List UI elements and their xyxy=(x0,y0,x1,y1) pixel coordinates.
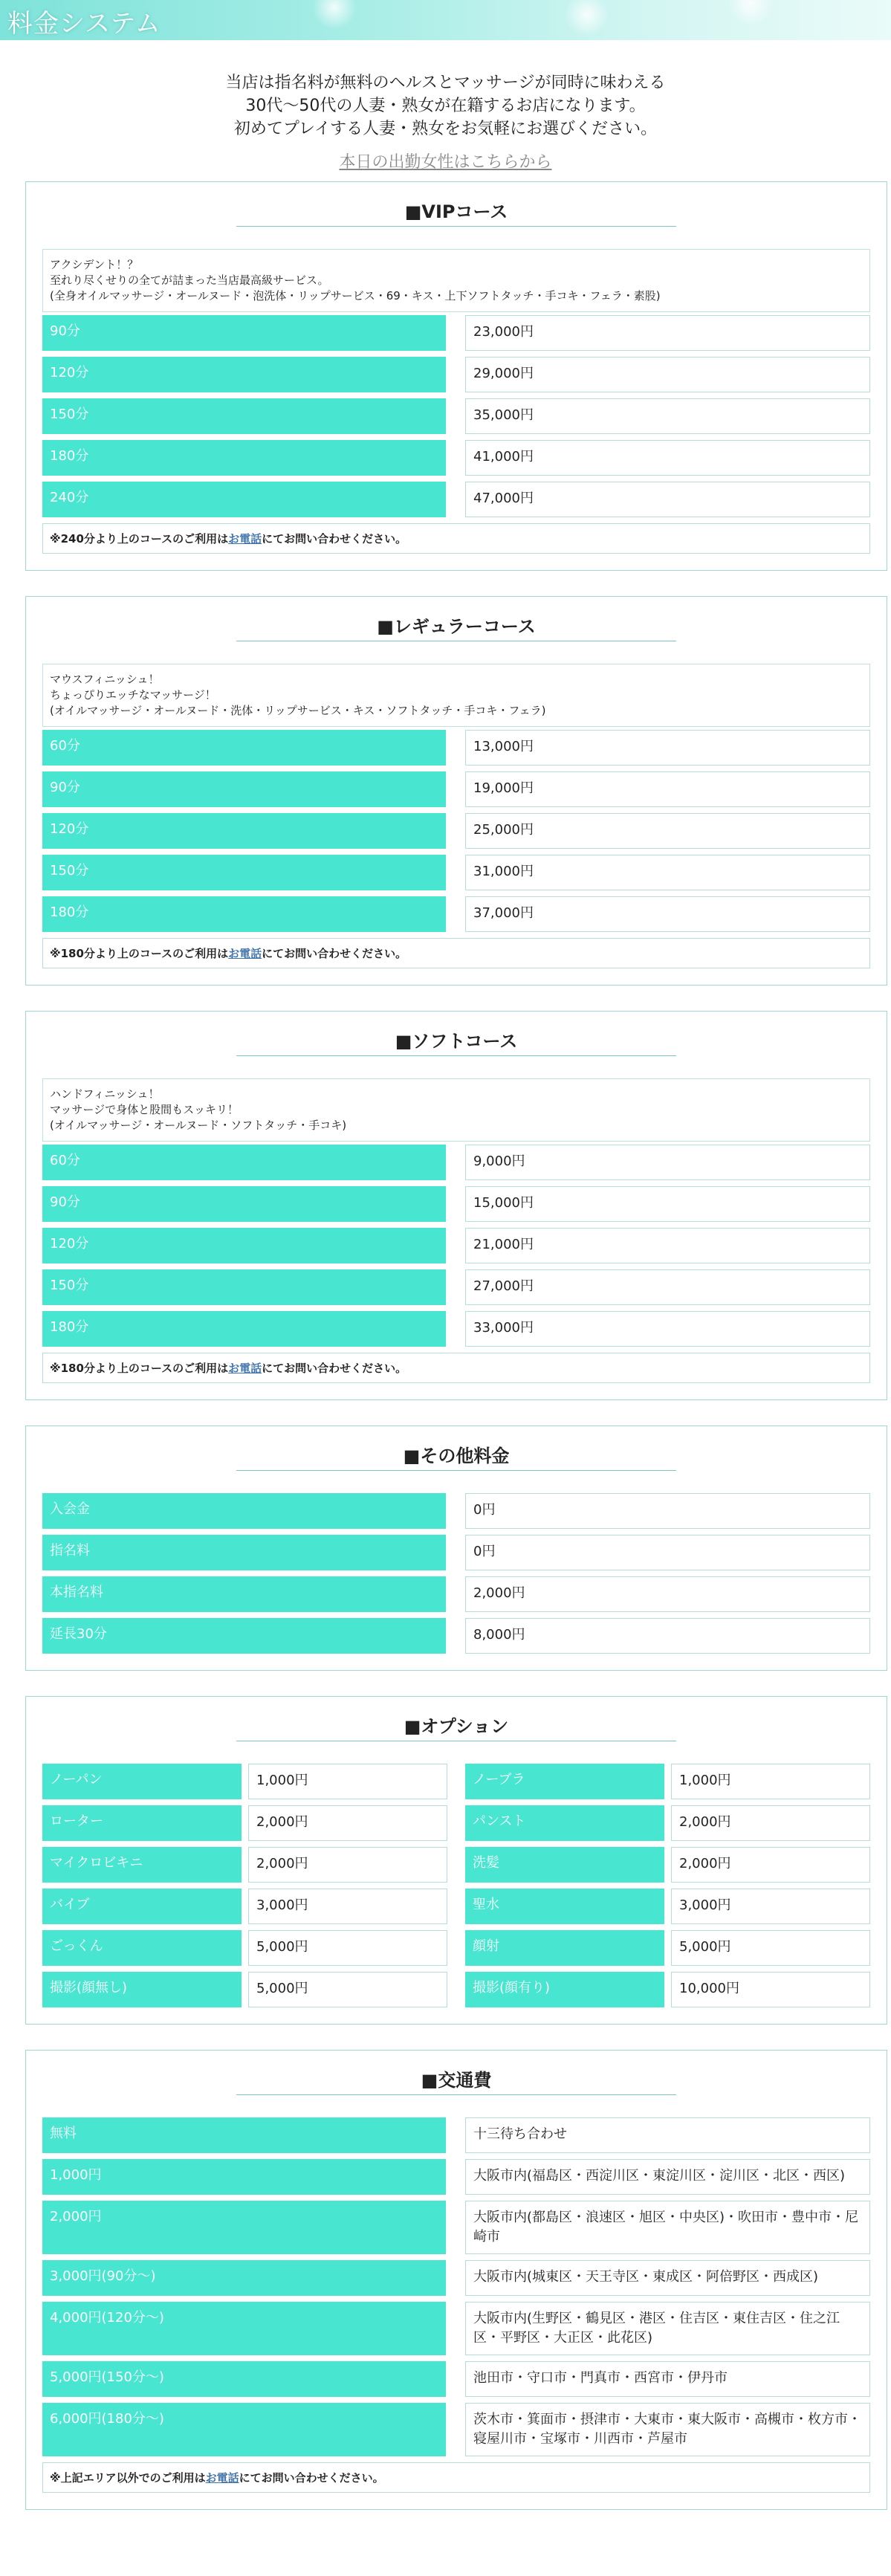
option-price: 1,000円 xyxy=(671,1764,870,1799)
option-label: ノーブラ xyxy=(465,1764,664,1799)
duration-label: 240分 xyxy=(42,482,446,517)
note-text: ※上記エリア以外でのご利用は xyxy=(50,2471,206,2485)
desc-line: (オイルマッサージ・オールヌード・ソフトタッチ・手コキ) xyxy=(50,1119,347,1132)
price-row xyxy=(42,440,870,476)
price-value: 47,000円 xyxy=(465,482,870,517)
note-text: ※240分より上のコースのご利用は xyxy=(50,532,229,546)
fee-label: 指名料 xyxy=(42,1535,446,1570)
phone-link[interactable]: お電話 xyxy=(228,947,262,960)
page-header xyxy=(0,0,891,40)
price-row xyxy=(42,1311,870,1347)
option-row xyxy=(42,1805,870,1841)
intro-line: 初めてプレイする人妻・熟女をお気軽にお選びください。 xyxy=(233,120,658,138)
phone-link[interactable]: お電話 xyxy=(228,532,262,546)
price-value: 0円 xyxy=(465,1493,870,1529)
desc-line: 至れり尽くせりの全てが詰まった当店最高級サービス。 xyxy=(50,274,329,287)
regular-course-section xyxy=(25,596,887,986)
price-row xyxy=(42,1269,870,1305)
option-label: バイブ xyxy=(42,1889,242,1924)
option-pair xyxy=(42,1889,447,1924)
vip-course-section xyxy=(25,181,887,571)
sparkle-decoration xyxy=(565,0,609,37)
option-price: 2,000円 xyxy=(671,1847,870,1883)
sparkle-decoration xyxy=(728,0,773,26)
options-table xyxy=(42,1764,870,2007)
desc-line: マッサージで身体と股間もスッキリ！ xyxy=(50,1103,239,1116)
sparkle-decoration xyxy=(312,0,357,30)
price-row xyxy=(42,1493,870,1529)
area-value: 十三待ち合わせ xyxy=(465,2117,870,2153)
note-text: にてお問い合わせください。 xyxy=(262,1362,407,1375)
option-price: 10,000円 xyxy=(671,1972,870,2007)
price-value: 21,000円 xyxy=(465,1228,870,1263)
price-value: 37,000円 xyxy=(465,896,870,932)
desc-line: アクシデント！？ xyxy=(50,258,139,271)
duration-label: 120分 xyxy=(42,1228,446,1263)
price-row xyxy=(42,855,870,890)
transport-row xyxy=(42,2302,870,2355)
option-label: パンスト xyxy=(465,1805,664,1841)
price-row xyxy=(42,1576,870,1612)
option-label: 撮影(顔有り) xyxy=(465,1972,664,2007)
transport-row xyxy=(42,2361,870,2397)
transport-row xyxy=(42,2201,870,2254)
duration-label: 150分 xyxy=(42,398,446,434)
section-title: ■交通費 xyxy=(236,2065,676,2095)
duration-label: 150分 xyxy=(42,1269,446,1305)
options-section xyxy=(25,1696,887,2025)
price-value: 0円 xyxy=(465,1535,870,1570)
price-row xyxy=(42,1186,870,1222)
today-schedule-link[interactable]: 本日の出勤女性はこちらから xyxy=(339,153,552,172)
area-value: 池田市・守口市・門真市・西宮市・伊丹市 xyxy=(465,2361,870,2397)
price-value: 29,000円 xyxy=(465,357,870,392)
area-value: 大阪市内(生野区・鶴見区・港区・住吉区・東住吉区・住之江区・平野区・大正区・此花区) xyxy=(465,2302,870,2355)
note-text: にてお問い合わせください。 xyxy=(239,2471,384,2485)
option-pair xyxy=(42,1847,447,1883)
transport-fee-label: 1,000円 xyxy=(42,2159,446,2195)
intro-text xyxy=(0,71,891,140)
price-row xyxy=(42,896,870,932)
phone-link[interactable]: お電話 xyxy=(228,1362,262,1375)
option-price: 5,000円 xyxy=(248,1930,447,1966)
note-text: ※180分より上のコースのご利用は xyxy=(50,1362,229,1375)
option-label: 撮影(顔無し) xyxy=(42,1972,242,2007)
section-title: ■オプション xyxy=(236,1712,676,1741)
price-value: 23,000円 xyxy=(465,315,870,351)
price-table xyxy=(42,1493,870,1654)
intro-line: 当店は指名料が無料のヘルスとマッサージが同時に味わえる xyxy=(225,74,666,92)
option-price: 5,000円 xyxy=(248,1972,447,2007)
transport-fee-label: 4,000円(120分～) xyxy=(42,2302,446,2355)
price-value: 41,000円 xyxy=(465,440,870,476)
option-price: 2,000円 xyxy=(671,1805,870,1841)
desc-line: ハンドフィニッシュ！ xyxy=(50,1087,160,1101)
transport-row xyxy=(42,2403,870,2456)
contact-note xyxy=(42,938,870,968)
desc-line: (オイルマッサージ・オールヌード・洗体・リップサービス・キス・ソフトタッチ・手コキ・フェラ) xyxy=(50,704,546,717)
transport-row xyxy=(42,2260,870,2296)
transport-fee-label: 3,000円(90分～) xyxy=(42,2260,446,2296)
price-row xyxy=(42,1145,870,1180)
option-label: ごっくん xyxy=(42,1930,242,1966)
option-pair xyxy=(42,1764,447,1799)
phone-link[interactable]: お電話 xyxy=(205,2471,239,2485)
price-value: 31,000円 xyxy=(465,855,870,890)
section-title: ■その他料金 xyxy=(236,1441,676,1471)
transport-fee-label: 無料 xyxy=(42,2117,446,2153)
option-pair xyxy=(465,1930,870,1966)
transport-fee-label: 2,000円 xyxy=(42,2201,446,2254)
area-value: 茨木市・箕面市・摂津市・大東市・東大阪市・高槻市・枚方市・寝屋川市・宝塚市・川西市・芦屋市 xyxy=(465,2403,870,2456)
area-value: 大阪市内(都島区・浪速区・旭区・中央区)・吹田市・豊中市・尼崎市 xyxy=(465,2201,870,2254)
option-label: ノーパン xyxy=(42,1764,242,1799)
note-text: ※180分より上のコースのご利用は xyxy=(50,947,229,960)
transport-row xyxy=(42,2117,870,2153)
fee-label: 延長30分 xyxy=(42,1618,446,1654)
option-price: 3,000円 xyxy=(671,1889,870,1924)
duration-label: 90分 xyxy=(42,1186,446,1222)
price-value: 15,000円 xyxy=(465,1186,870,1222)
option-label: 聖水 xyxy=(465,1889,664,1924)
option-row xyxy=(42,1764,870,1799)
page-title: 料金システム xyxy=(7,9,161,39)
option-pair xyxy=(465,1972,870,2007)
price-value: 25,000円 xyxy=(465,813,870,849)
option-pair xyxy=(465,1847,870,1883)
transport-fees-section xyxy=(25,2050,887,2510)
option-label: ローター xyxy=(42,1805,242,1841)
price-row xyxy=(42,771,870,807)
option-price: 2,000円 xyxy=(248,1805,447,1841)
option-label: 顔射 xyxy=(465,1930,664,1966)
fee-label: 本指名料 xyxy=(42,1576,446,1612)
duration-label: 150分 xyxy=(42,855,446,890)
price-row xyxy=(42,730,870,766)
option-row xyxy=(42,1847,870,1883)
price-row xyxy=(42,813,870,849)
duration-label: 120分 xyxy=(42,357,446,392)
option-price: 1,000円 xyxy=(248,1764,447,1799)
area-value: 大阪市内(福島区・西淀川区・東淀川区・淀川区・北区・西区) xyxy=(465,2159,870,2195)
option-label: マイクロビキニ xyxy=(42,1847,242,1883)
option-row xyxy=(42,1972,870,2007)
course-description xyxy=(42,1078,870,1142)
price-value: 13,000円 xyxy=(465,730,870,766)
desc-line: (全身オイルマッサージ・オールヌード・泡洗体・リップサービス・69・キス・上下ソフトタッチ・手コキ・フェラ・素股) xyxy=(50,289,661,302)
duration-label: 180分 xyxy=(42,896,446,932)
price-table xyxy=(42,1145,870,1347)
price-row xyxy=(42,398,870,434)
section-title: ■VIPコース xyxy=(236,197,676,227)
course-description xyxy=(42,664,870,727)
today-link-wrap xyxy=(0,149,891,172)
transport-fee-label: 5,000円(150分～) xyxy=(42,2361,446,2397)
soft-course-section xyxy=(25,1011,887,1400)
duration-label: 120分 xyxy=(42,813,446,849)
price-row xyxy=(42,1228,870,1263)
transport-fee-label: 6,000円(180分～) xyxy=(42,2403,446,2456)
price-value: 9,000円 xyxy=(465,1145,870,1180)
price-table xyxy=(42,315,870,517)
option-pair xyxy=(42,1972,447,2007)
contact-note xyxy=(42,1353,870,1383)
duration-label: 60分 xyxy=(42,1145,446,1180)
price-row xyxy=(42,1535,870,1570)
fee-label: 入会金 xyxy=(42,1493,446,1529)
contact-note xyxy=(42,2462,870,2493)
section-title: ■レギュラーコース xyxy=(236,612,676,641)
price-row xyxy=(42,482,870,517)
note-text: にてお問い合わせください。 xyxy=(262,532,407,546)
duration-label: 180分 xyxy=(42,1311,446,1347)
price-row xyxy=(42,315,870,351)
option-row xyxy=(42,1930,870,1966)
contact-note xyxy=(42,523,870,554)
other-fees-section xyxy=(25,1425,887,1671)
duration-label: 60分 xyxy=(42,730,446,766)
price-value: 19,000円 xyxy=(465,771,870,807)
price-table xyxy=(42,730,870,932)
duration-label: 90分 xyxy=(42,315,446,351)
duration-label: 90分 xyxy=(42,771,446,807)
course-description xyxy=(42,249,870,312)
note-text: にてお問い合わせください。 xyxy=(262,947,407,960)
transport-table xyxy=(42,2117,870,2456)
area-value: 大阪市内(城東区・天王寺区・東成区・阿倍野区・西成区) xyxy=(465,2260,870,2296)
option-price: 2,000円 xyxy=(248,1847,447,1883)
option-pair xyxy=(42,1805,447,1841)
section-title: ■ソフトコース xyxy=(236,1026,676,1056)
option-pair xyxy=(465,1805,870,1841)
option-label: 洗髪 xyxy=(465,1847,664,1883)
price-row xyxy=(42,1618,870,1654)
price-value: 8,000円 xyxy=(465,1618,870,1654)
intro-line: 30代～50代の人妻・熟女が在籍するお店になります。 xyxy=(245,97,646,115)
option-pair xyxy=(465,1889,870,1924)
option-row xyxy=(42,1889,870,1924)
desc-line: マウスフィニッシュ！ xyxy=(50,673,160,686)
transport-row xyxy=(42,2159,870,2195)
price-row xyxy=(42,357,870,392)
option-price: 3,000円 xyxy=(248,1889,447,1924)
option-price: 5,000円 xyxy=(671,1930,870,1966)
price-value: 27,000円 xyxy=(465,1269,870,1305)
price-value: 33,000円 xyxy=(465,1311,870,1347)
price-value: 35,000円 xyxy=(465,398,870,434)
option-pair xyxy=(465,1764,870,1799)
desc-line: ちょっぴりエッチなマッサージ！ xyxy=(50,688,216,702)
option-pair xyxy=(42,1930,447,1966)
price-value: 2,000円 xyxy=(465,1576,870,1612)
duration-label: 180分 xyxy=(42,440,446,476)
